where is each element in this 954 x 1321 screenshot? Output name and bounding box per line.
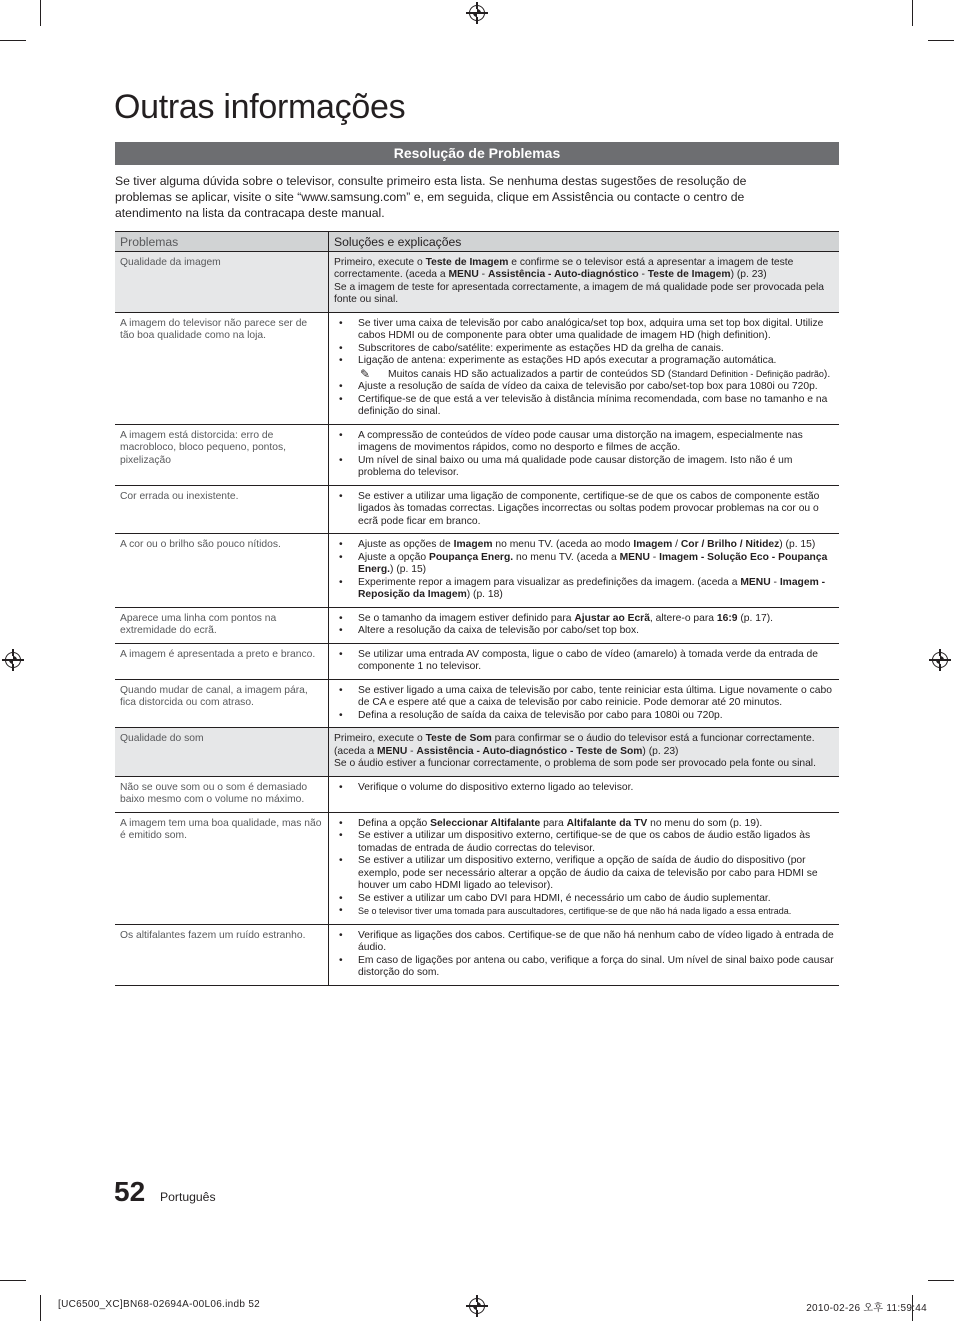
crop-mark bbox=[0, 1280, 26, 1281]
problem-cell: A imagem está distorcida: erro de macrobloco, bloco pequeno, pontos, pixelização bbox=[115, 424, 329, 485]
list-item: • Se estiver ligado a uma caixa de televisão por cabo, tente reiniciar esta última. Ligue novamente o cabo de CA e espere até que a caixa de televisão por cabo reinicie. Pode demorar até 20 minutos. bbox=[334, 685, 834, 710]
column-header-solutions: Soluções e explicações bbox=[329, 232, 840, 252]
solution-cell bbox=[329, 924, 840, 985]
solution-cell bbox=[329, 607, 840, 643]
list-item: • Se tiver uma caixa de televisão por cabo analógica/set top box, adquira uma set top box digital. Utilize cabos HDMI ou de componente para obter uma qualidade de imagem HD (high definition). bbox=[334, 318, 834, 343]
solution-list bbox=[334, 818, 834, 919]
list-item: ✎ Muitos canais HD são actualizados a partir de conteúdos SD (Standard Definition - Definição padrão). bbox=[334, 368, 834, 382]
solution-cell: Primeiro, execute o Teste de Som para confirmar se o áudio do televisor está a funcionar correctamente. (aceda a MENU - Assistência - Auto-diagnóstico - Teste de Som) (p. 23) Se o áudio estiver a funcionar correctamente, o problema de som pode ser provocado pela fonte ou sinal. bbox=[329, 728, 840, 777]
list-item: • Certifique-se de que está a ver televisão à distância mínima recomendada, com base no tamanho e na definição do sinal. bbox=[334, 394, 834, 419]
problem-cell: A imagem é apresentada a preto e branco. bbox=[115, 643, 329, 679]
list-item: • Se estiver a utilizar um dispositivo externo, certifique-se de que os cabos de áudio estão ligados às tomadas de entrada de áudio correctas do televisor. bbox=[334, 830, 834, 855]
list-item: • Ajuste as opções de Imagem no menu TV. (aceda ao modo Imagem / Cor / Brilho / Nitidez) (p. 15) bbox=[334, 539, 834, 552]
list-item: • Verifique as ligações dos cabos. Certifique-se de que não há nenhum cabo de vídeo ligado à entrada de áudio. bbox=[334, 930, 834, 955]
list-item: • Experimente repor a imagem para visualizar as predefinições da imagem. (aceda a MENU - Imagem - Reposição da Imagem) (p. 18) bbox=[334, 577, 834, 602]
list-item: • Verifique o volume do dispositivo externo ligado ao televisor. bbox=[334, 782, 834, 795]
registration-mark-icon bbox=[469, 1298, 485, 1314]
table-row bbox=[115, 679, 839, 728]
problem-cell: Qualidade da imagem bbox=[115, 251, 329, 312]
crop-mark bbox=[928, 40, 954, 41]
solution-list bbox=[334, 685, 834, 723]
list-item: • Se o televisor tiver uma tomada para auscultadores, certifique-se de que não há nada ligado a essa entrada. bbox=[334, 905, 834, 919]
page-title: Outras informações bbox=[114, 88, 406, 126]
table-row bbox=[115, 924, 839, 985]
registration-mark-icon bbox=[932, 652, 948, 668]
list-item: • Subscritores de cabo/satélite: experimente as estações HD da grelha de canais. bbox=[334, 343, 834, 356]
list-item: • Ligação de antena: experimente as estações HD após executar a programação automática. bbox=[334, 355, 834, 368]
table-row bbox=[115, 776, 839, 812]
registration-mark-icon bbox=[5, 652, 21, 668]
list-item: • Se estiver a utilizar um cabo DVI para HDMI, é necessário um cabo de áudio suplementar. bbox=[334, 893, 834, 906]
solution-list bbox=[334, 430, 834, 480]
crop-mark bbox=[40, 0, 41, 26]
table-row bbox=[115, 424, 839, 485]
solution-cell bbox=[329, 776, 840, 812]
solution-cell bbox=[329, 534, 840, 608]
problem-cell: Aparece uma linha com pontos na extremidade do ecrã. bbox=[115, 607, 329, 643]
list-item: • A compressão de conteúdos de vídeo pode causar uma distorção na imagem, especialmente nas imagens de movimentos rápidos, como no desporto e filmes de acção. bbox=[334, 430, 834, 455]
solution-cell bbox=[329, 485, 840, 534]
list-item: • Defina a resolução de saída da caixa de televisão por cabo para 1080i ou 720p. bbox=[334, 710, 834, 723]
problem-cell: Cor errada ou inexistente. bbox=[115, 485, 329, 534]
crop-mark bbox=[928, 1280, 954, 1281]
list-item: • Em caso de ligações por antena ou cabo, verifique a força do sinal. Um nível de sinal baixo pode causar distorção do som. bbox=[334, 955, 834, 980]
problem-cell: A cor ou o brilho são pouco nítidos. bbox=[115, 534, 329, 608]
list-item: • Defina a opção Seleccionar Altifalante para Altifalante da TV no menu do som (p. 19). bbox=[334, 818, 834, 831]
solution-cell bbox=[329, 312, 840, 424]
list-item: • Ajuste a opção Poupança Energ. no menu TV. (aceda a MENU - Imagem - Solução Eco - Poupança Energ.) (p. 15) bbox=[334, 552, 834, 577]
table-row bbox=[115, 251, 839, 312]
problem-cell: A imagem tem uma boa qualidade, mas não é emitido som. bbox=[115, 812, 329, 924]
list-item: • Altere a resolução da caixa de televisão por cabo/set top box. bbox=[334, 625, 834, 638]
table-row bbox=[115, 534, 839, 608]
table-row bbox=[115, 812, 839, 924]
print-timestamp: 2010-02-26 오후 11:59:44 bbox=[806, 1303, 927, 1314]
list-item: • Um nível de sinal baixo ou uma má qualidade pode causar distorção de imagem. Isto não é um problema do televisor. bbox=[334, 455, 834, 480]
list-item: • Se o tamanho da imagem estiver definido para Ajustar ao Ecrã, altere-o para 16:9 (p. 17). bbox=[334, 613, 834, 626]
problem-cell: A imagem do televisor não parece ser de tão boa qualidade como na loja. bbox=[115, 312, 329, 424]
solution-list bbox=[334, 649, 834, 674]
solution-cell: Primeiro, execute o Teste de Imagem e confirme se o televisor está a apresentar a imagem de teste correctamente. (aceda a MENU - Assistência - Auto-diagnóstico - Teste de Imagem) (p. 23) Se a imagem de teste for apresentada correctamente, a imagem de má qualidade pode ser provocada pela fonte ou sinal. bbox=[329, 251, 840, 312]
intro-paragraph: Se tiver alguma dúvida sobre o televisor, consulte primeiro esta lista. Se nenhuma destas sugestões de resolução de problemas se aplicar, visite o site “www.samsung.com” e, em seguida, clique em Assistência ou contacte o centro de atendimento na lista da contracapa deste manual. bbox=[115, 174, 747, 220]
table-row bbox=[115, 607, 839, 643]
solution-list bbox=[334, 782, 834, 795]
crop-mark bbox=[912, 0, 913, 26]
page-language: Português bbox=[160, 1190, 216, 1204]
table-row bbox=[115, 728, 839, 777]
page-number: 52 bbox=[114, 1176, 146, 1207]
solution-list bbox=[334, 930, 834, 980]
table-header-row bbox=[115, 232, 839, 252]
solution-cell bbox=[329, 424, 840, 485]
troubleshooting-table bbox=[115, 231, 839, 986]
crop-mark bbox=[40, 1295, 41, 1321]
list-item: • Se estiver a utilizar uma ligação de componente, certifique-se de que os cabos de componente estão ligados às tomadas correctas. Ligações incorrectas ou soltas podem provocar problemas na cor ou o ecrã pode ficar em branco. bbox=[334, 491, 834, 529]
solution-list bbox=[334, 613, 834, 638]
table-body bbox=[115, 251, 839, 985]
solution-cell bbox=[329, 679, 840, 728]
table-row bbox=[115, 312, 839, 424]
solution-cell bbox=[329, 643, 840, 679]
problem-cell: Qualidade do som bbox=[115, 728, 329, 777]
problem-cell: Não se ouve som ou o som é demasiado baixo mesmo com o volume no máximo. bbox=[115, 776, 329, 812]
crop-mark bbox=[0, 40, 26, 41]
list-item: • Ajuste a resolução de saída de vídeo da caixa de televisão por cabo/set-top box para 1080i ou 720p. bbox=[334, 381, 834, 394]
problem-cell: Quando mudar de canal, a imagem pára, fica distorcida ou com atraso. bbox=[115, 679, 329, 728]
problem-cell: Os altifalantes fazem um ruído estranho. bbox=[115, 924, 329, 985]
column-header-problems: Problemas bbox=[115, 232, 329, 252]
list-item: • Se utilizar uma entrada AV composta, ligue o cabo de vídeo (amarelo) à tomada verde da entrada de componente 1 no televisor. bbox=[334, 649, 834, 674]
solution-list bbox=[334, 539, 834, 602]
solution-cell bbox=[329, 812, 840, 924]
registration-mark-icon bbox=[469, 5, 485, 21]
solution-list bbox=[334, 491, 834, 529]
file-slug: [UC6500_XC]BN68-02694A-00L06.indb 52 bbox=[58, 1299, 261, 1310]
table-row bbox=[115, 643, 839, 679]
table-row bbox=[115, 485, 839, 534]
list-item: • Se estiver a utilizar um dispositivo externo, verifique a opção de saída de áudio do dispositivo (por exemplo, pode ser necessário alterar a opção de áudio da caixa de televisão por cabo para HDMI se houver um cabo HDMI ligado ao televisor). bbox=[334, 855, 834, 893]
solution-list bbox=[334, 318, 834, 419]
section-title: Resolução de Problemas bbox=[115, 142, 839, 165]
